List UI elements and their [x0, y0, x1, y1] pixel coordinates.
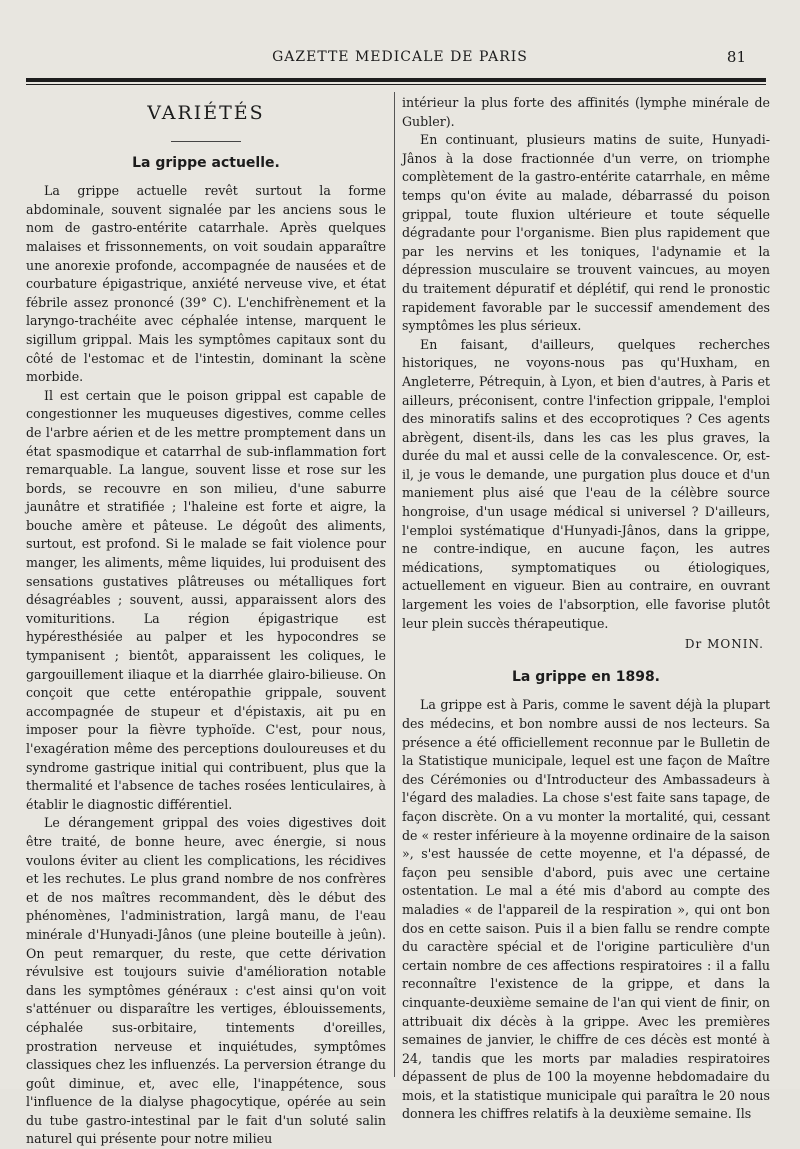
page-header: [24, 46, 776, 72]
title-rule: [171, 141, 241, 142]
paragraph: La grippe est à Paris, comme le savent déjà la plupart des médecins, et bon nombre aussi de nos lecteurs. Sa présence a été officiellement reconnue par le Bulletin de la Statistique municipale, lequel est une façon de Maître des Cérémonies ou d'Introducteur des Ambassadeurs à l'égard des maladies. La chose s'est faite sans tapage, de façon discrète. On a vu monter la mortalité, qui, cessant de « rester inférieure à la moyenne ordinaire de la saison », s'est haussée de cette moyenne, et l'a dépassé, de façon peu sensible d'abord, puis avec une certaine ostentation. Le mal a été mis d'abord au compte des maladies « de l'appareil de la respiration », qui ont bon dos en cette saison. Puis il a bien fallu se rendre compte du caractère spécial et de l'origine particulière d'un certain nombre de ces affections respiratoires : il a fallu reconnaître l'existence de la grippe, et dans la cinquante-deuxième semaine de l'an qui vient de finir, on attribuait dix décès à la grippe. Avec les premières semaines de janvier, le chiffre de ces décès est monté à 24, tandis que les morts par maladies respiratoires dépassent de plus de 100 la moyenne hebdomadaire du mois, et la statistique municipale qui paraîtra le 20 nous donnera les chiffres relatifs à la deuxième semaine. Ils: [402, 697, 770, 1122]
right-column: [402, 94, 770, 1124]
paragraph-continuation: intérieur la plus forte des affinités (lymphe minérale de Gubler).: [402, 95, 770, 129]
paragraph: En faisant, d'ailleurs, quelques recherches historiques, ne voyons-nous pas qu'Huxham, en Angleterre, Pétrequin, à Lyon, et bien d'autres, à Paris et ailleurs, préconisent, contre l'infection grippale, l'emploi des minoratifs salins et des eccoprotiques ? Ces agents abrègent, disent-ils, dans les cas les plus graves, la durée du mal et aussi celle de la convalescence. Or, est-il, je vous le demande, une purgation plus douce et d'un maniement plus aisé que l'eau de la célèbre source hongroise, d'un usage médical si universel ? D'ailleurs, l'emploi systématique d'Hunyadi-Jânos, dans la grippe, ne contre-indique, en aucune façon, les autres médications, symptomatiques ou étiologiques, actuellement en vigueur. Bien au contraire, en ouvrant largement les voies de l'absorption, elle favorise plutôt leur plein succès thérapeutique.: [402, 336, 770, 631]
paragraph: Il est certain que le poison grippal est capable de congestionner les muqueuses digestives, comme celles de l'arbre aérien et de les mettre promptement dans un état spasmodique et catarrhal de sub-inflammation fort remarquable. La langue, souvent lisse et rose sur les bords, se recouvre en son milieu, d'une saburre jaunâtre et stratifiée ; l'haleine est forte et aigre, la bouche amère et pâteuse. Le dégoût des aliments, surtout, est profond. Si le malade se fait violence pour manger, les aliments, même liquides, lui produisent des sensations gustatives plâtreuses ou métalliques fort désagréables ; souvent, aussi, apparaissent alors des vomituritions. La région épigastrique est hypéresthésiée au palper et les hypocondres se tympanisent ; bientôt, apparaissent les coliques, le gargouillement iliaque et la diarrhée glairo-bilieuse. On conçoit que cette entéropathie grippale, souvent accompagnée de stupeur et d'épistaxis, ait pu en imposer pour la fièvre typhoïde. C'est, pour nous, l'exagération même des perceptions douloureuses et du syndrome gastrique initial qui contribuent, plus que la thermalité et l'absence de taches rosées lenticulaires, à établir le diagnostic différentiel.: [26, 387, 386, 812]
section-title: VARIÉTÉS: [147, 102, 265, 124]
header-rule-thin: [26, 84, 766, 85]
paragraph: En continuant, plusieurs matins de suite, Hunyadi-Jânos à la dose fractionnée d'un verre, on triomphe complètement de la gastro-entérite catarrhale, en même temps qu'on évite au malade, débarrassé du poison grippal, toute fluxion ultérieure et toute séquelle dégradante pour l'organisme. Bien plus rapidement que par les nervins et les toniques, l'adynamie et la dépression musculaire se trouvent vaincues, au moyen du traitement dépuratif et déplétif, qui rend le pronostic rapidement favorable par le successif amendement des symptômes les plus sérieux.: [402, 132, 770, 334]
journal-title: GAZETTE MEDICALE DE PARIS: [272, 49, 528, 65]
author-signature: Dr MONIN.: [684, 637, 764, 652]
article-title: La grippe actuelle.: [132, 154, 280, 171]
left-column: [26, 100, 386, 1149]
column-divider: [394, 92, 395, 1077]
header-rule-thick: [26, 78, 766, 82]
paragraph: La grippe actuelle revêt surtout la forme abdominale, souvent signalée par les anciens sous le nom de gastro-entérite catarrhale. Après quelques malaises et frissonnements, on voit soudain apparaître une anorexie profonde, accompagnée de nausées et de courbature épigastrique, anxiété nerveuse vive, et état fébrile assez prononcé (39° C). L'enchifrènement et la laryngo-trachéite avec céphalée intense, marquent le sigillum grippal. Mais les symptômes capitaux sont du côté de l'estomac et de l'intestin, dominant la scène morbide.: [26, 183, 386, 385]
article-title-2: La grippe en 1898.: [512, 668, 660, 685]
page-number: 81: [726, 48, 746, 66]
paragraph: Le dérangement grippal des voies digestives doit être traité, de bonne heure, avec énergie, si nous voulons éviter au client les complications, les récidives et les rechutes. Le plus grand nombre de nos confrères et de nos maîtres recommandent, dès le début des phénomènes, l'administration, largâ manu, de l'eau minérale d'Hunyadi-Jânos (une pleine bouteille à jeûn). On peut remarquer, du reste, que cette dérivation révulsive est toujours suivie d'amélioration notable dans les symptômes généraux : c'est ainsi qu'on voit s'atténuer ou disparaître les vertiges, éblouissements, céphalée sus-orbitaire, tintements d'oreilles, prostration nerveuse et inquiétudes, symptômes classiques chez les influenzés. La perversion étrange du goût diminue, et, avec elle, l'inappétence, sous l'influence de la dialyse phagocytique, opérée au sein du tube gastro-intestinal par le fait d'un soluté salin naturel qui présente pour notre milieu: [26, 815, 386, 1147]
